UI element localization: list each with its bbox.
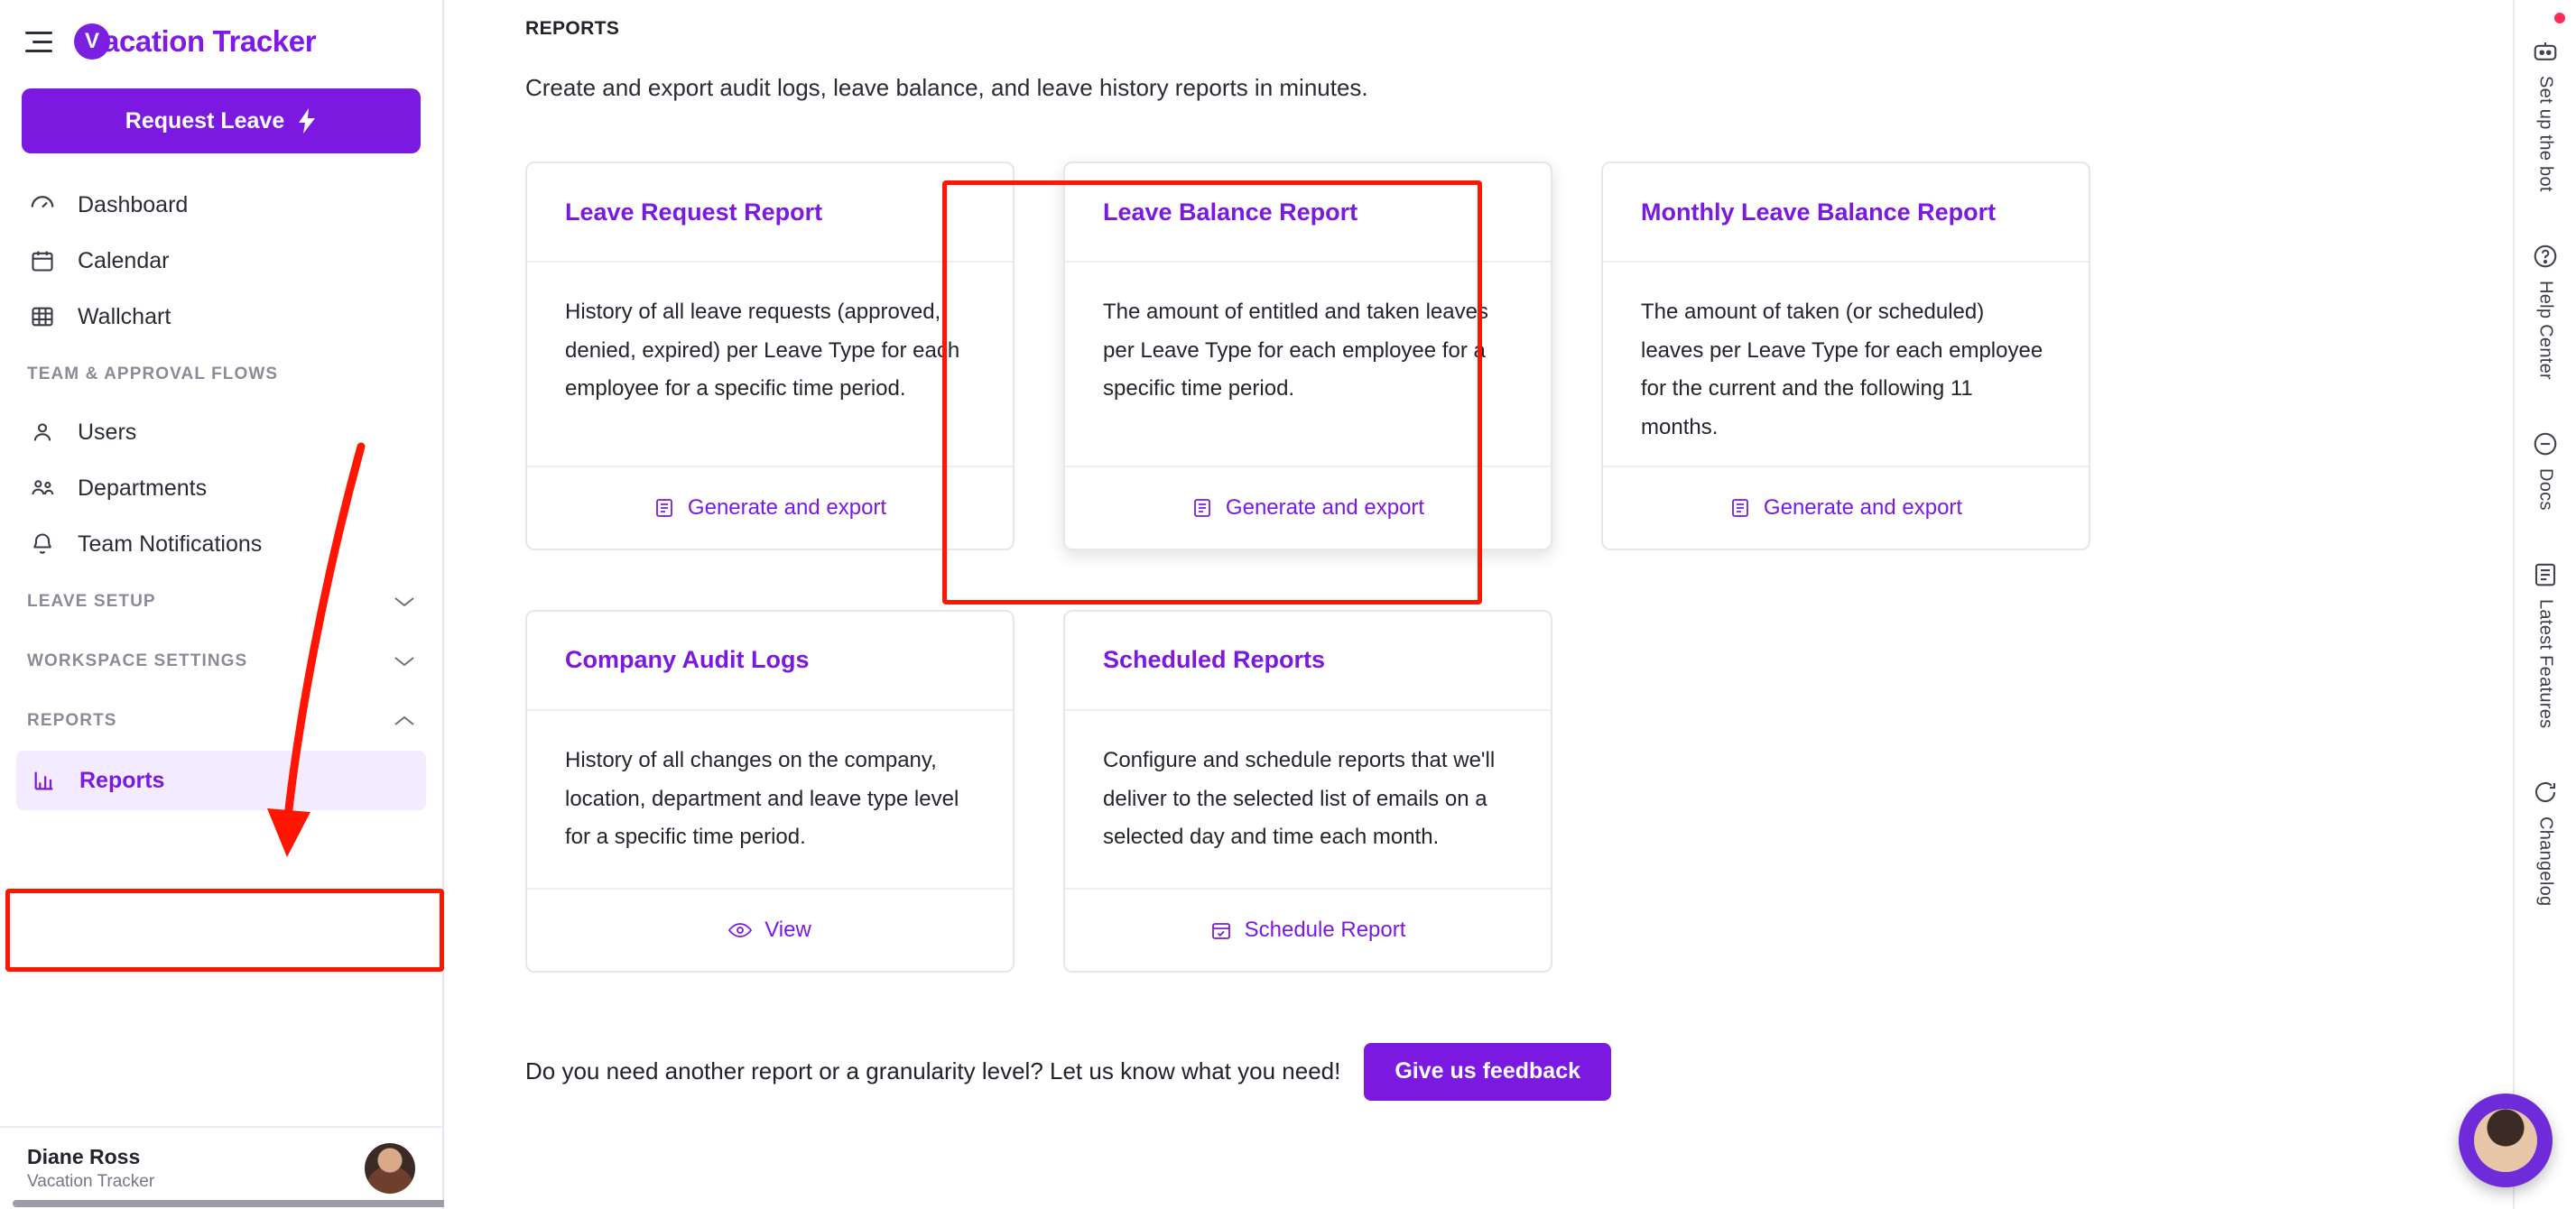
sidebar-item-label: Calendar (78, 247, 170, 273)
export-icon (1729, 497, 1751, 519)
sidebar-item-reports[interactable] (16, 751, 426, 810)
sidebar-item-calendar[interactable] (0, 233, 442, 289)
card-description: Configure and schedule reports that we'll deliver to the selected list of emails on a selected day and time each month. (1103, 747, 1496, 850)
brand-logo[interactable] (74, 23, 316, 60)
sidebar-section-team-approval-flows (0, 345, 442, 404)
card-action-label: Generate and export (687, 494, 887, 520)
calendar-check-icon (1210, 919, 1232, 941)
breadcrumb: REPORTS (525, 18, 620, 39)
card-action-label: Schedule Report (1244, 917, 1406, 942)
chat-support-button[interactable] (2459, 1094, 2553, 1187)
card-title: Monthly Leave Balance Report (1641, 198, 1997, 226)
card-title: Company Audit Logs (565, 646, 810, 674)
rail-item-label: Set up the bot (2535, 76, 2556, 192)
card-company-audit-logs[interactable] (525, 610, 1015, 973)
rail-item-changelog[interactable] (2530, 777, 2561, 906)
sidebar-item-label: Users (78, 419, 137, 445)
card-action-label: Generate and export (1763, 494, 1963, 520)
section-label: LEAVE SETUP (27, 592, 156, 611)
export-icon (653, 497, 675, 519)
sidebar-item-label: Dashboard (78, 191, 189, 217)
sidebar-item-label: Reports (79, 767, 165, 793)
refresh-icon (2530, 777, 2561, 808)
bot-icon (2530, 36, 2561, 67)
sidebar-item-departments[interactable] (0, 460, 442, 516)
export-icon (1191, 497, 1213, 519)
card-header (527, 612, 1013, 711)
dashboard-icon (27, 189, 58, 220)
right-rail (2513, 0, 2576, 1209)
user-icon (27, 417, 58, 448)
report-cards-row-1 (525, 162, 2459, 550)
schedule-report-button[interactable] (1065, 888, 1551, 971)
card-description: The amount of entitled and taken leaves per Leave Type for each employee for a specific time period. (1103, 300, 1488, 401)
generate-and-export-button[interactable] (1603, 466, 2089, 549)
sidebar-section-workspace-settings[interactable] (0, 632, 442, 691)
card-description: History of all changes on the company, location, department and leave type level for a specific time period. (565, 747, 959, 850)
rail-item-label: Help Center (2535, 280, 2556, 380)
sidebar-header (0, 0, 442, 69)
card-title: Scheduled Reports (1103, 646, 1326, 674)
feedback-row (525, 1043, 2459, 1137)
card-header (1065, 163, 1551, 263)
sparkle-icon (2530, 559, 2561, 590)
avatar[interactable] (365, 1143, 415, 1194)
request-leave-button[interactable] (22, 88, 421, 153)
view-button[interactable] (527, 888, 1013, 971)
card-action-label: View (764, 917, 811, 942)
card-header (1603, 163, 2089, 263)
report-cards-row-2 (525, 610, 2459, 973)
grid-icon (27, 301, 58, 332)
section-label: WORKSPACE SETTINGS (27, 651, 248, 670)
card-title: Leave Balance Report (1103, 198, 1358, 226)
card-monthly-leave-balance-report[interactable] (1601, 162, 2090, 550)
chevron-down-icon (394, 655, 415, 668)
user-name: Diane Ross (27, 1145, 141, 1168)
sidebar-horizontal-scrollbar[interactable] (0, 1200, 444, 1209)
lightning-icon (297, 108, 317, 134)
docs-icon (2530, 429, 2561, 459)
generate-and-export-button[interactable] (527, 466, 1013, 549)
card-title: Leave Request Report (565, 198, 823, 226)
card-leave-balance-report[interactable] (1063, 162, 1552, 550)
card-description: The amount of taken (or scheduled) leaves per Leave Type for each employee for the current and the following 11 months. (1641, 300, 2043, 440)
user-info (27, 1145, 154, 1192)
card-scheduled-reports[interactable] (1063, 610, 1552, 973)
rail-item-label: Docs (2535, 467, 2556, 511)
sidebar-section-reports[interactable] (0, 691, 442, 751)
people-icon (27, 473, 58, 503)
eye-icon (728, 921, 752, 939)
sidebar-item-label: Wallchart (78, 303, 171, 329)
card-header (1065, 612, 1551, 711)
sidebar-section-leave-setup[interactable] (0, 572, 442, 632)
card-description: History of all leave requests (approved, denied, expired) per Leave Type for each employee for a specific time period. (565, 300, 960, 401)
give-us-feedback-button[interactable]: Give us feedback (1364, 1043, 1611, 1101)
bell-icon (27, 529, 58, 559)
rail-item-docs[interactable] (2530, 429, 2561, 511)
card-action-label: Generate and export (1225, 494, 1425, 520)
sidebar-item-label: Departments (78, 475, 208, 501)
calendar-icon (27, 245, 58, 276)
chart-bar-icon (29, 765, 60, 796)
rail-item-latest-features[interactable] (2530, 559, 2561, 728)
sidebar-nav (0, 177, 442, 810)
request-leave-label: Request Leave (125, 107, 285, 134)
rail-item-label: Latest Features (2535, 598, 2556, 729)
sidebar-item-wallchart[interactable] (0, 289, 442, 345)
sidebar-user-footer[interactable] (0, 1126, 442, 1209)
sidebar-item-users[interactable] (0, 404, 442, 460)
card-leave-request-report[interactable] (525, 162, 1015, 550)
main-content (444, 0, 2513, 1209)
section-label: REPORTS (27, 711, 117, 730)
help-icon (2530, 241, 2561, 272)
user-workspace: Vacation Tracker (27, 1172, 155, 1191)
card-header (527, 163, 1013, 263)
section-label: TEAM & APPROVAL FLOWS (27, 365, 279, 383)
chat-avatar (2474, 1109, 2537, 1172)
chevron-up-icon (394, 715, 415, 727)
brand-name: acation Tracker (103, 24, 317, 58)
rail-item-label: Changelog (2535, 817, 2556, 907)
sidebar-item-team-notifications[interactable] (0, 516, 442, 572)
sidebar-item-dashboard[interactable] (0, 177, 442, 233)
page-subtitle: Create and export audit logs, leave balance, and leave history reports in minutes. (525, 74, 1368, 101)
menu-collapse-icon[interactable] (22, 23, 58, 60)
rail-item-setup-bot[interactable] (2530, 36, 2561, 192)
brand-mark-icon: V (74, 23, 110, 60)
rail-item-help-center[interactable] (2530, 241, 2561, 380)
generate-and-export-button[interactable] (1065, 466, 1551, 549)
notification-dot (2554, 13, 2565, 23)
sidebar-item-label: Team Notifications (78, 531, 263, 557)
feedback-text: Do you need another report or a granularity level? Let us know what you need! (525, 1057, 1341, 1085)
chevron-down-icon (394, 595, 415, 608)
sidebar (0, 0, 444, 1209)
